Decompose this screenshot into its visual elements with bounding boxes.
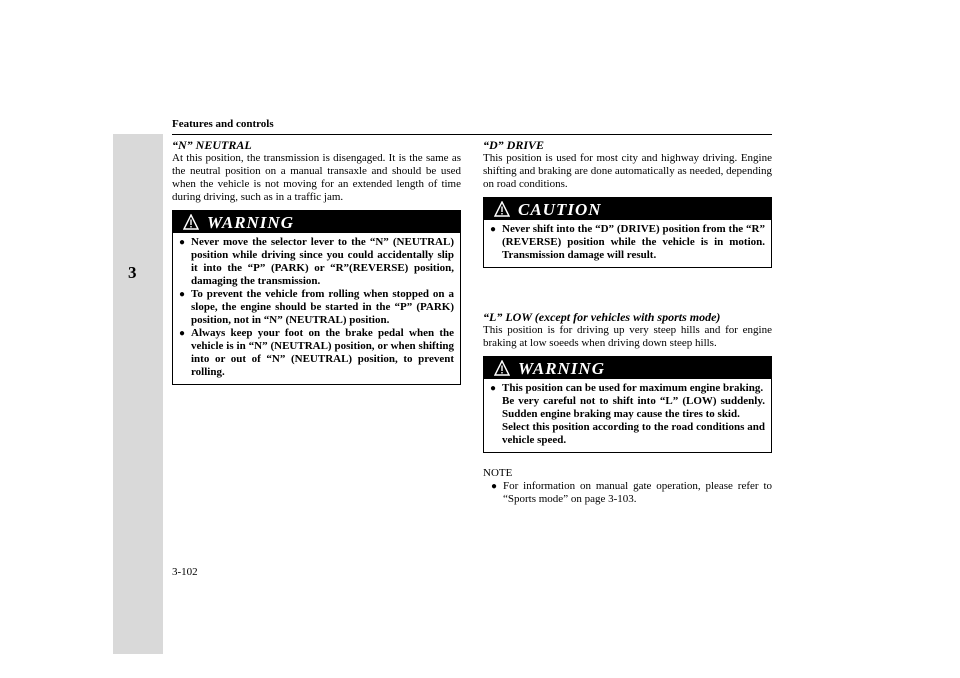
warning-triangle-icon [183,214,199,230]
caution-item: ● Never shift into the “D” (DRIVE) position from the “R” (REVERSE) position while the vehicle is in motion. Transmission damage will result. [490,223,765,261]
bullet-icon: ● [179,289,186,300]
bullet-icon: ● [179,237,186,248]
warning-header [484,357,771,379]
neutral-heading: “N” NEUTRAL [172,138,252,152]
low-heading: “L” LOW (except for vehicles with sports mode) [483,310,721,324]
caution-header [484,198,771,220]
bullet-icon: ● [490,224,497,235]
warning-box-low [483,356,772,453]
drive-heading: “D” DRIVE [483,138,545,152]
bullet-icon: ● [491,481,498,492]
section-header: Features and controls [172,118,274,130]
page-number: 3-102 [172,566,198,578]
caution-box [483,197,772,268]
bullet-icon: ● [490,383,497,394]
warning-item: ● Always keep your foot on the brake pedal when the vehicle is in “N” (NEUTRAL) position, or when shifting into or out of “N” (NEUTRAL) position, to prevent rolling. [179,327,454,378]
warning-item: ● Never move the selector lever to the “N” (NEUTRAL) position while driving since you could accidentally slip it into the “P” (PARK) or “R”(REVERSE) position, damaging the transmission. [179,236,454,287]
note-item: ● For information on manual gate operation, please refer to “Sports mode” on page 3-103. [491,480,772,505]
bullet-icon: ● [179,328,186,339]
warning-label: WARNING [207,212,294,232]
header-divider [172,134,772,135]
warning-label: WARNING [518,358,605,378]
left-column [172,138,461,385]
right-column [483,138,772,506]
drive-body: This position is used for most city and highway driving. Engine shifting and braking are done automatically as needed, depending on road conditions. [483,152,772,190]
warning-box-neutral [172,210,461,385]
neutral-body: At this position, the transmission is disengaged. It is the same as the neutral position on a manual transaxle and should be used when the vehicle is not moving for an extended length of time during driving, such as in a traffic jam. [172,152,461,203]
chapter-number: 3 [128,263,137,282]
caution-label: CAUTION [518,199,602,219]
warning-item: ● This position can be used for maximum engine braking. Be very careful not to shift into “L” (LOW) suddenly. Sudden engine braking may cause the tires to skid. Select this position according to the road conditions and vehicle speed. [490,382,765,446]
warning-triangle-icon [494,201,510,217]
chapter-side-tab [113,134,163,654]
note-label: NOTE [483,467,513,479]
warning-triangle-icon [494,360,510,376]
low-body: This position is for driving up very steep hills and for engine braking at low soeeds when driving down steep hills. [483,324,772,349]
warning-header [173,211,460,233]
warning-item: ● To prevent the vehicle from rolling when stopped on a slope, the engine should be started in the “P” (PARK) position, not in “N” (NEUTRAL) position. [179,288,454,326]
